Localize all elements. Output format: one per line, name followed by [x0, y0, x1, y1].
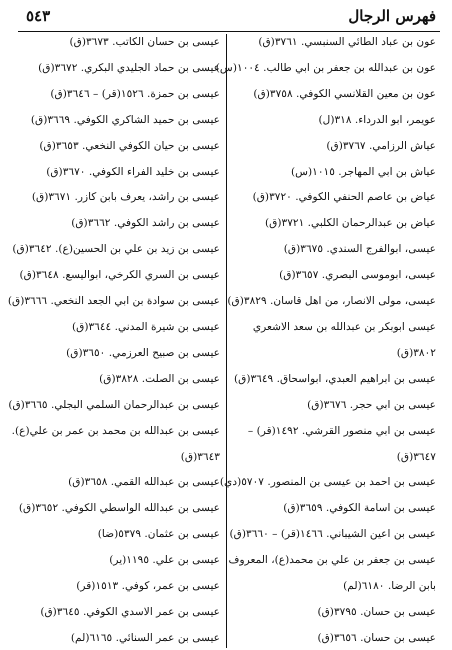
index-entry: عيسى بن ابي حجر. ٣٦٧٦(ق) — [307, 398, 436, 411]
index-entry: عياض بن عاصم الحنفي الكوفي. ٣٧٢٠(ق) — [252, 191, 436, 204]
index-entry: عيسى بن حميد الشاكري الكوفي. ٣٦٦٩(ق) — [30, 113, 220, 126]
index-entry: عيسى بن عمر السنائي. ٦١٦٥(لم) — [70, 631, 220, 644]
index-entry: عيسى بن عبدالرحمان السلمي البجلي. ٣٦٦٥(ق) — [8, 398, 220, 411]
index-entry: عويمر، ابو الدرداء. ٣١٨(ل) — [318, 113, 436, 126]
page-number: ٥٤٣ — [26, 7, 51, 25]
index-entry: عيسى بن جعفر بن علي بن محمد(ع)، المعروف — [228, 554, 436, 567]
index-entry: عيسى بن ابي منصور القرشي. ١٤٩٢(قر) – — [247, 424, 436, 437]
header-rule — [18, 31, 440, 32]
index-entry: عياش الرزامي. ٣٧٦٧(ق) — [326, 139, 436, 152]
index-entry: عيسى بن سوادة بن ابي الجعد النخعي. ٣٦٦٦(ق) — [7, 295, 220, 308]
index-entry: عيسى بن اعين الشيباني. ١٤٦٦(قر) – ٣٦٦٠(ق) — [229, 528, 436, 541]
index-entry: عيسى بن خليد الفراء الكوفي. ٣٦٧٠(ق) — [46, 165, 220, 178]
index-entry: عيسى بن السري الكرخي، ابواليسع. ٣٦٤٨(ق) — [19, 269, 220, 282]
column-divider — [226, 34, 227, 648]
index-entry: عيسى بن حماد الجليدي البكري. ٣٦٧٢(ق) — [38, 61, 220, 74]
index-entry: عيسى ابوبكر بن عبدالله بن سعد الاشعري — [252, 320, 436, 333]
index-entry: عيسى بن عبدالله الواسطي الكوفي. ٣٦٥٢(ق) — [18, 502, 220, 515]
index-entry: عون بن عباد الطائي السنبسي. ٣٧٦١(ق) — [258, 36, 436, 48]
index-entry: عيسى، ابوموسى البصري. ٣٦٥٧(ق) — [279, 269, 436, 282]
index-entry: عيسى بن علي. ١١٩٥(ير) — [109, 554, 220, 567]
left-column — [7, 35, 220, 648]
index-entry: عيسى بن راشد، يعرف بابن كازر. ٣٦٧١(ق) — [31, 191, 220, 204]
running-title: فهرس الرجال — [348, 7, 436, 25]
index-entry: عيسى بن صبيح العرزمي. ٣٦٥٠(ق) — [66, 346, 220, 359]
index-entry: بابن الرضا. ٦١٨٠(لم) — [343, 580, 436, 593]
index-entry: عيسى بن حمزة. ١٥٢٦(قر) – ٣٦٤٦(ق) — [50, 87, 220, 100]
index-entry: عيسى بن عبدالله بن محمد بن عمر بن علي(ع). — [11, 424, 220, 437]
index-entry: عيسى بن ابراهيم العبدي، ابواسحاق. ٣٦٤٩(ق) — [233, 372, 436, 385]
index-entry: عيسى بن حسان. ٣٦٥٦(ق) — [317, 631, 436, 644]
index-entry: ٣٦٤٧(ق) — [396, 450, 436, 463]
index-entry: عيسى بن احمد بن عيسى بن المنصور. ٥٧٠٧(دي) — [219, 476, 436, 489]
index-entry: عيسى بن اسامة الكوفي. ٣٦٥٩(ق) — [283, 502, 436, 515]
index-entry: عيسى بن عثمان. ٥٣٧٩(ضا) — [97, 528, 220, 541]
index-entry: عيسى، ابوالفرج السندي. ٣٦٧٥(ق) — [283, 243, 436, 256]
index-entry: عيسى بن عمر الاسدي الكوفي. ٣٦٤٥(ق) — [40, 605, 220, 618]
index-entry: ٣٦٤٣(ق) — [180, 450, 220, 463]
index-entry: عياض بن عبدالرحمان الكلبي. ٣٧٢١(ق) — [265, 217, 436, 230]
index-entry: ٣٨٠٢(ق) — [396, 346, 436, 359]
right-column — [215, 35, 436, 648]
index-entry: عيسى بن حيان الكوفي النخعي. ٣٦٥٣(ق) — [39, 139, 220, 152]
index-entry: عيسى بن عمر، كوفي. ١٥١٣(قر) — [76, 580, 220, 593]
index-entry: عيسى بن شيرة المدني. ٣٦٤٤(ق) — [71, 320, 220, 333]
index-entry: عيسى بن حسان. ٣٧٩٥(ق) — [317, 605, 436, 618]
index-entry: عياش بن ابي المهاجر. ١٠١٥(س) — [290, 165, 436, 178]
index-entry: عيسى بن راشد الكوفي. ٣٦٦٢(ق) — [71, 217, 220, 230]
index-entry: عيسى بن حسان الكاتب. ٣٦٧٣(ق) — [69, 36, 220, 48]
index-entry: عون بن عبدالله بن جعفر بن ابي طالب. ١٠٠٤(س) — [215, 61, 436, 74]
page-header — [26, 2, 436, 30]
index-entry: عيسى بن عبدالله القمي. ٣٦٥٨(ق) — [68, 476, 220, 489]
index-entry: عيسى، مولى الانصار، من اهل قاسان. ٣٨٢٩(ق) — [227, 295, 436, 308]
index-entry: عيسى بن الصلت. ٣٨٢٨(ق) — [99, 372, 220, 385]
index-entry: عيسى بن زيد بن علي بن الحسين(ع). ٣٦٤٢(ق) — [12, 243, 220, 256]
index-entry: عون بن معين القلانسي الكوفي. ٣٧٥٨(ق) — [253, 87, 436, 100]
